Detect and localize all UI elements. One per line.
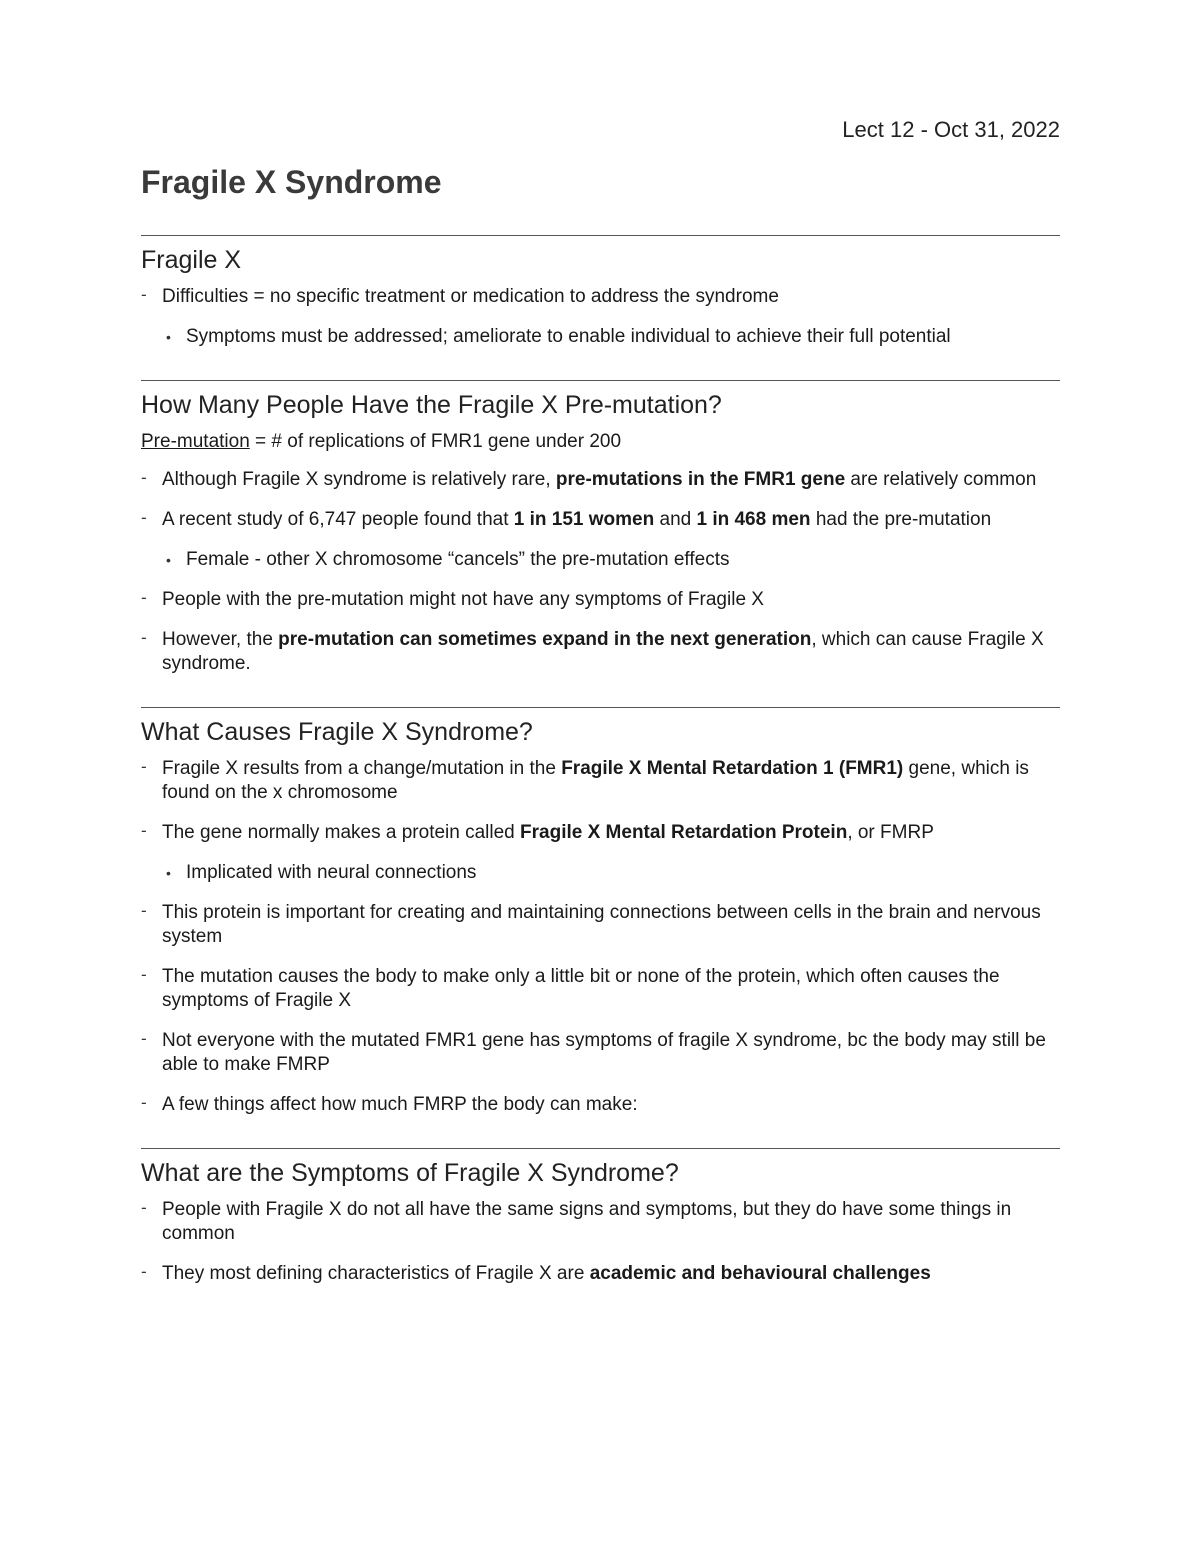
bold-text: Fragile X Mental Retardation 1 (FMR1)	[561, 758, 904, 779]
text-run: Fragile X results from a change/mutation in the	[162, 758, 562, 779]
text-run: , or FMRP	[847, 822, 934, 843]
text-run: Implicated with neural connections	[186, 862, 477, 883]
section-heading: How Many People Have the Fragile X Pre-mutation?	[141, 391, 722, 419]
text-run: gene, which is found on the x chromosome	[162, 758, 1029, 803]
section	[141, 380, 1060, 676]
text-run: Symptoms must be addressed; ameliorate to enable individual to achieve their full potential	[186, 326, 951, 347]
list-item	[141, 821, 1060, 845]
underlined-term: Pre-mutation	[141, 431, 250, 452]
bullet-list	[141, 757, 1060, 1117]
text-run: The gene normally makes a protein called	[162, 822, 521, 843]
list-item	[141, 901, 1060, 949]
section-heading: What Causes Fragile X Syndrome?	[141, 718, 533, 746]
bold-text: pre-mutation can sometimes expand in the next generation	[278, 629, 812, 650]
list-item	[141, 965, 1060, 1013]
bold-text: 1 in 151 women	[513, 509, 655, 530]
text-run: A recent study of 6,747 people found that	[162, 509, 514, 530]
dash-marker-icon: -	[141, 588, 147, 607]
section-heading: Fragile X	[141, 246, 242, 274]
text-run: The mutation causes the body to make only a little bit or none of the protein, which often causes the symptoms of Fragile X	[162, 966, 1000, 1011]
bold-text: 1 in 468 men	[696, 509, 811, 530]
dash-marker-icon: -	[141, 1262, 147, 1281]
list-item	[141, 285, 1060, 309]
sections-container	[141, 235, 1060, 1286]
text-run: are relatively common	[845, 469, 1037, 490]
dash-marker-icon: -	[141, 285, 147, 304]
list-item	[141, 628, 1060, 676]
list-item	[141, 1093, 1060, 1117]
sub-list-item	[141, 325, 1060, 349]
text-run: People with the pre-mutation might not have any symptoms of Fragile X	[162, 589, 764, 610]
dash-marker-icon: -	[141, 628, 147, 647]
text-run: Female - other X chromosome “cancels” the pre-mutation effects	[186, 549, 730, 570]
list-item	[141, 1198, 1060, 1246]
text-run: People with Fragile X do not all have the same signs and symptoms, but they do have some things in common	[162, 1199, 1012, 1244]
bullet-dot-icon: •	[166, 865, 171, 881]
bold-text: academic and behavioural challenges	[589, 1263, 931, 1284]
document-content	[141, 114, 1060, 1302]
sub-list-item	[141, 861, 1060, 885]
text-run: Although Fragile X syndrome is relatively rare,	[162, 469, 556, 490]
text-run: They most defining characteristics of Fragile X are	[162, 1263, 590, 1284]
section-heading: What are the Symptoms of Fragile X Syndrome?	[141, 1159, 679, 1187]
dash-marker-icon: -	[141, 508, 147, 527]
dash-marker-icon: -	[141, 1029, 147, 1048]
list-item	[141, 588, 1060, 612]
sub-list-item	[141, 548, 1060, 572]
text-run: This protein is important for creating and maintaining connections between cells in the brain and nervous system	[162, 902, 1041, 947]
dash-marker-icon: -	[141, 1093, 147, 1112]
list-item	[141, 468, 1060, 492]
text-run: = # of replications of FMR1 gene under 200	[249, 431, 622, 452]
bullet-dot-icon: •	[166, 552, 171, 568]
page-title: Fragile X Syndrome	[141, 164, 442, 200]
text-run: A few things affect how much FMRP the body can make:	[162, 1094, 638, 1115]
bullet-list	[141, 285, 1060, 349]
text-run: Not everyone with the mutated FMR1 gene has symptoms of fragile X syndrome, bc the body may still be able to make FMRP	[162, 1030, 1046, 1075]
text-run: However, the	[162, 629, 279, 650]
text-run: had the pre-mutation	[810, 509, 992, 530]
bullet-list	[141, 468, 1060, 676]
list-item	[141, 1262, 1060, 1286]
section	[141, 707, 1060, 1117]
dash-marker-icon: -	[141, 821, 147, 840]
bullet-list	[141, 1198, 1060, 1286]
dash-marker-icon: -	[141, 901, 147, 920]
bold-text: pre-mutations in the FMR1 gene	[555, 469, 846, 490]
section	[141, 235, 1060, 349]
dash-marker-icon: -	[141, 468, 147, 487]
dash-marker-icon: -	[141, 757, 147, 776]
bullet-dot-icon: •	[166, 329, 171, 345]
list-item	[141, 508, 1060, 532]
text-run: Difficulties = no specific treatment or medication to address the syndrome	[162, 286, 779, 307]
lecture-date: Lect 12 - Oct 31, 2022	[842, 117, 1060, 142]
section-intro	[141, 430, 1060, 454]
list-item	[141, 1029, 1060, 1077]
text-run: and	[654, 509, 697, 530]
bold-text: Fragile X Mental Retardation Protein	[520, 822, 848, 843]
list-item	[141, 757, 1060, 805]
dash-marker-icon: -	[141, 965, 147, 984]
text-run: , which can cause Fragile X syndrome.	[162, 629, 1044, 674]
section	[141, 1148, 1060, 1286]
dash-marker-icon: -	[141, 1198, 147, 1217]
